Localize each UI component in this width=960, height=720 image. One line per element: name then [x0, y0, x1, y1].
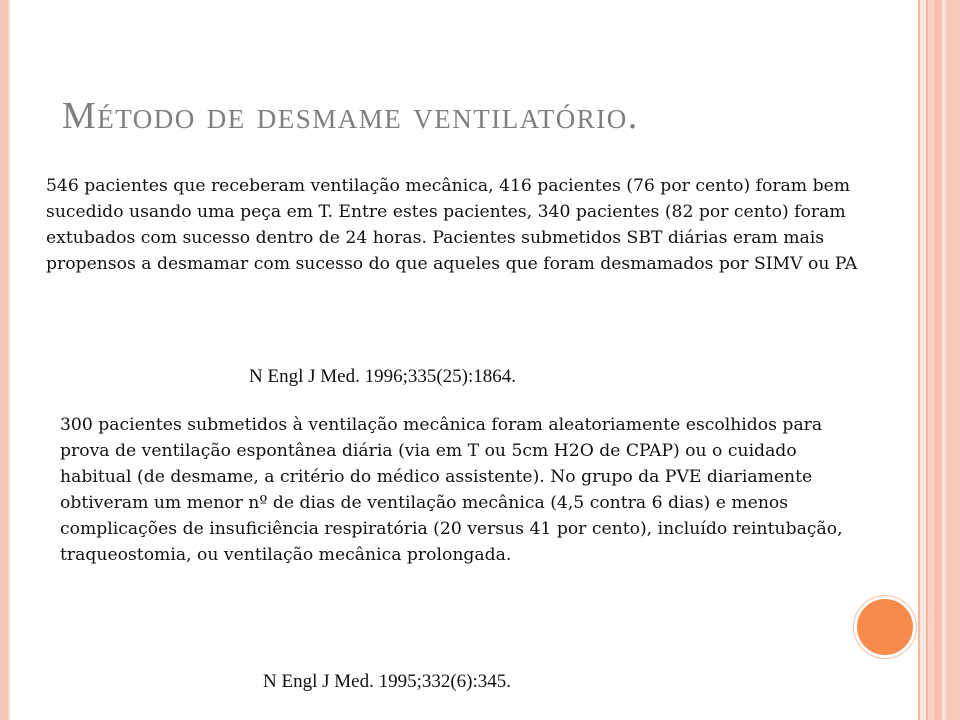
- left-border-stripe: [0, 0, 8, 720]
- reference-first-study: N Engl J Med. 1996;335(25):1864.: [249, 366, 517, 387]
- right-decorative-stripes: [918, 0, 960, 720]
- slide-title: Método de desmame ventilatório.: [62, 95, 639, 137]
- reference-second-study: N Engl J Med. 1995;332(6):345.: [263, 671, 512, 692]
- stripe: [934, 0, 942, 720]
- paragraph-first-study: 546 pacientes que receberam ventilação mecânica, 416 pacientes (76 por cento) foram bem sucedido usando uma peça em T. Entre estes pacientes, 340 pacientes (82 por cento) foram extubados com sucesso dentro de 24 horas. Pacientes submetidos SBT diárias eram mais propensos a desmamar com sucesso do que aqueles que foram desmamados por SIMV ou PA: [46, 176, 858, 274]
- stripe: [946, 0, 960, 720]
- left-border-line: [8, 0, 10, 720]
- paragraph-second-study: 300 pacientes submetidos à ventilação mecânica foram aleatoriamente escolhidos para prova de ventilação espontânea diária (via em T ou 5cm H2O de CPAP) ou o cuidado habitual (de desmame, a critério do médico assistente). No grupo da PVE diariamente obtiveram um menor nº de dias de ventilação mecânica (4,5 contra 6 dias) e menos complicações de insuficiência respiratória (20 versus 41 por cento), incluído reintubação, traqueostomia, ou ventilação mecânica prolongada.: [60, 415, 843, 565]
- accent-circle: [857, 599, 913, 655]
